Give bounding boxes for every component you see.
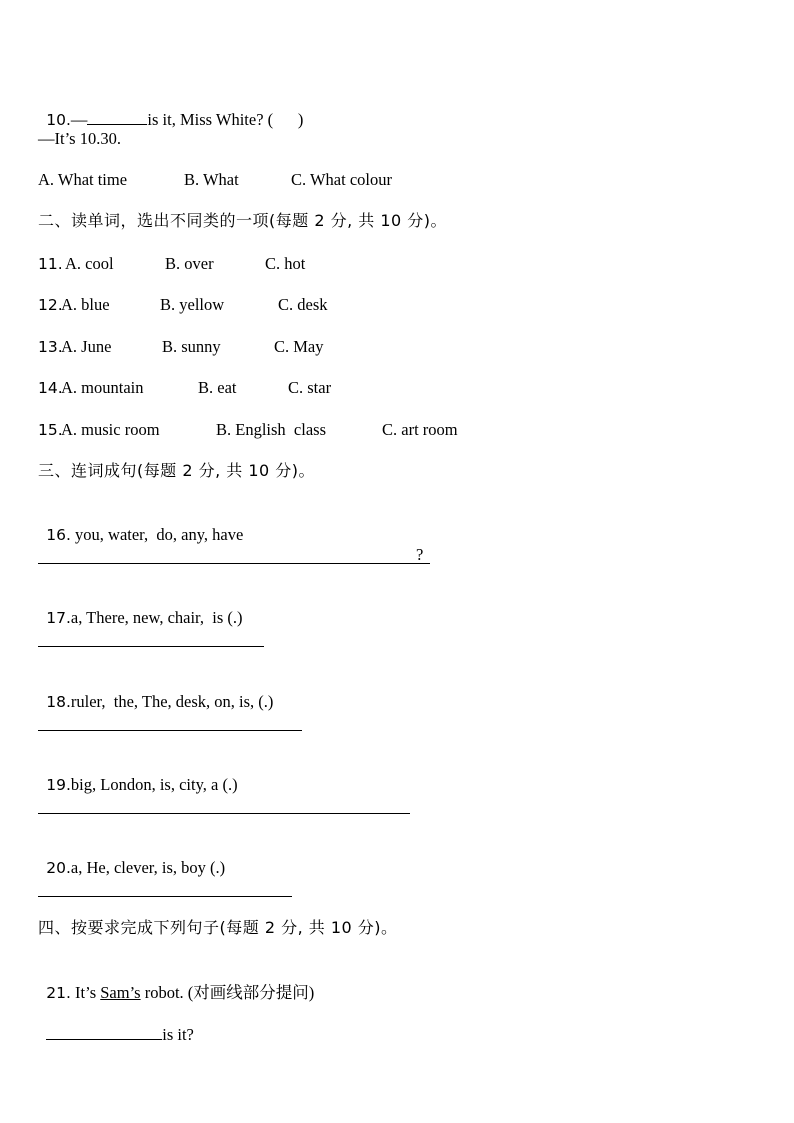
word-list: a, There, new, chair, is (.) — [70, 608, 243, 627]
question-21 — [38, 960, 314, 1004]
option-c[interactable]: C. What colour — [291, 170, 392, 189]
option-a[interactable]: A. music room — [61, 420, 160, 439]
answer-blank[interactable] — [46, 1023, 162, 1040]
question-text: is it, Miss White? ( ) — [147, 110, 304, 129]
option-c[interactable]: C. desk — [278, 295, 328, 314]
question-number: 18. — [46, 693, 71, 711]
question-number: 15. — [38, 421, 63, 439]
question-mark: ? — [416, 545, 424, 564]
question-20 — [38, 835, 225, 879]
question-10 — [38, 86, 303, 131]
option-a[interactable]: A. June — [61, 337, 112, 356]
question-number: 19. — [46, 776, 71, 794]
answer-suffix: is it? — [162, 1025, 194, 1044]
question-number: 10. — [46, 111, 71, 129]
question-number: 11. — [38, 255, 63, 273]
word-list: you, water, do, any, have — [70, 525, 244, 544]
question-number: 13. — [38, 338, 63, 356]
option-a[interactable]: A. mountain — [61, 378, 144, 397]
section-heading: 三、连词成句(每题 2 分, 共 10 分)。 — [38, 461, 316, 480]
option-c[interactable]: C. hot — [265, 254, 306, 273]
section-heading: 四、按要求完成下列句子(每题 2 分, 共 10 分)。 — [38, 918, 398, 937]
option-c[interactable]: C. star — [288, 378, 332, 397]
answer-row — [38, 1001, 194, 1046]
answer-line[interactable] — [38, 646, 264, 647]
underlined-word: Sam’s — [100, 983, 141, 1002]
answer-line[interactable] — [38, 730, 302, 731]
section-heading: 二、读单词，选出不同类的一项(每题 2 分, 共 10 分)。 — [38, 211, 448, 230]
question-17 — [38, 585, 243, 629]
word-list: ruler, the, The, desk, on, is, (.) — [70, 692, 274, 711]
option-b[interactable]: B. yellow — [160, 295, 225, 314]
word-list: a, He, clever, is, boy (.) — [70, 858, 226, 877]
option-c[interactable]: C. art room — [382, 420, 458, 439]
option-b[interactable]: B. English class — [216, 420, 326, 439]
answer-line[interactable] — [38, 813, 410, 814]
question-19 — [38, 752, 238, 796]
dash: — — [70, 110, 88, 129]
option-b[interactable]: B. sunny — [162, 337, 221, 356]
sentence-suffix: robot. (对画线部分提问) — [140, 983, 315, 1002]
option-b[interactable]: B. over — [165, 254, 214, 273]
answer-line[interactable] — [38, 563, 430, 564]
option-b[interactable]: B. What — [184, 170, 239, 189]
answer-blank[interactable] — [87, 108, 147, 125]
question-16 — [38, 502, 243, 546]
question-number: 17. — [46, 609, 71, 627]
option-a[interactable]: A. What time — [38, 170, 128, 189]
option-a[interactable]: A. cool — [65, 254, 114, 273]
option-b[interactable]: B. eat — [198, 378, 237, 397]
question-number: 16. — [46, 526, 71, 544]
option-a[interactable]: A. blue — [61, 295, 110, 314]
word-list: big, London, is, city, a (.) — [70, 775, 238, 794]
question-number: 20. — [46, 859, 71, 877]
question-number: 12. — [38, 296, 63, 314]
question-18 — [38, 669, 273, 713]
question-number: 14. — [38, 379, 63, 397]
answer-line[interactable] — [38, 896, 292, 897]
question-number: 21. — [46, 984, 71, 1002]
option-c[interactable]: C. May — [274, 337, 324, 356]
answer-line: —It’s 10.30. — [38, 129, 121, 148]
sentence-prefix: It’s — [70, 983, 101, 1002]
